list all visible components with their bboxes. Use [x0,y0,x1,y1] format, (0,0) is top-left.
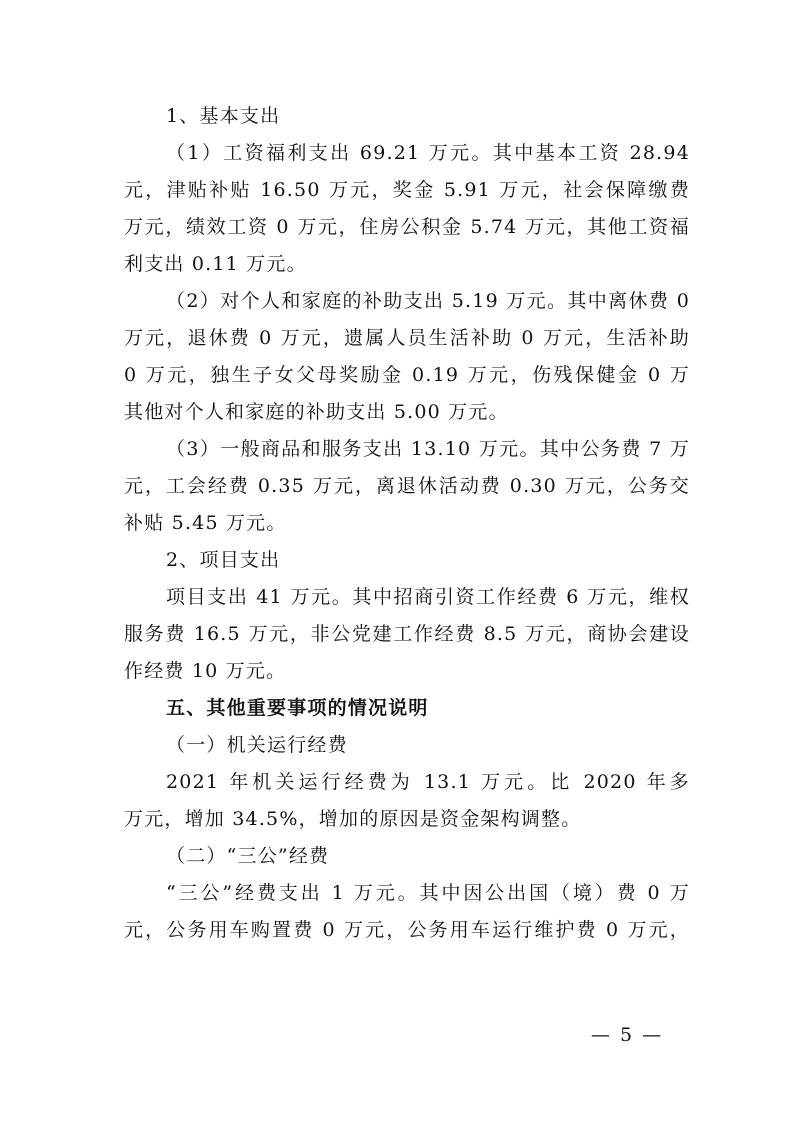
paragraph-line: 项目支出 41 万元。其中招商引资工作经费 6 万元，维权 [166,586,690,608]
paragraph-line: 其他对个人和家庭的补助支出 5.00 万元。 [124,401,509,423]
paragraph-line: 服务费 16.5 万元，非公党建工作经费 8.5 万元，商协会建设 [124,623,690,645]
paragraph-line: 补贴 5.45 万元。 [124,512,287,534]
paragraph-line: 元，工会经费 0.35 万元，离退休活动费 0.30 万元，公务交 [124,475,690,497]
paragraph-line: （2）对个人和家庭的补助支出 5.19 万元。其中离休费 0 [166,290,690,312]
paragraph-line: 万元，退休费 0 万元，遗属人员生活补助 0 万元，生活补助 [124,327,690,349]
paragraph-line: 2021 年机关运行经费为 13.1 万元。比 2020 年多 [166,771,690,793]
page-number: — 5 — [590,1024,664,1046]
paragraph-line: 0 万元，独生子女父母奖励金 0.19 万元，伤残保健金 0 万 [124,364,690,386]
paragraph-line: 万元，绩效工资 0 万元，住房公积金 5.74 万元，其他工资福 [124,216,690,238]
document-body [124,98,690,949]
paragraph-line: “三公”经费支出 1 万元。其中因公出国（境）费 0 万 [166,882,690,904]
paragraph-line: 元，公务用车购置费 0 万元，公务用车运行维护费 0 万元， [124,919,690,941]
section-heading-other-matters: 五、其他重要事项的情况说明 [166,697,429,719]
subheading-operating-funds: （一）机关运行经费 [166,734,348,756]
paragraph-line: 作经费 10 万元。 [124,660,287,682]
paragraph-line: （3）一般商品和服务支出 13.10 万元。其中公务费 7 万 [166,438,690,460]
paragraph-line: （1）工资福利支出 69.21 万元。其中基本工资 28.94 [166,142,690,164]
paragraph-line: 利支出 0.11 万元。 [124,253,307,275]
heading-basic-expenditure: 1、基本支出 [166,105,281,127]
heading-project-expenditure: 2、项目支出 [166,549,281,571]
paragraph-line: 元，津贴补贴 16.50 万元，奖金 5.91 万元，社会保障缴费 [124,179,690,201]
subheading-three-public-expenses: （二）“三公”经费 [166,845,330,867]
paragraph-line: 万元，增加 34.5%，增加的原因是资金架构调整。 [124,808,582,830]
